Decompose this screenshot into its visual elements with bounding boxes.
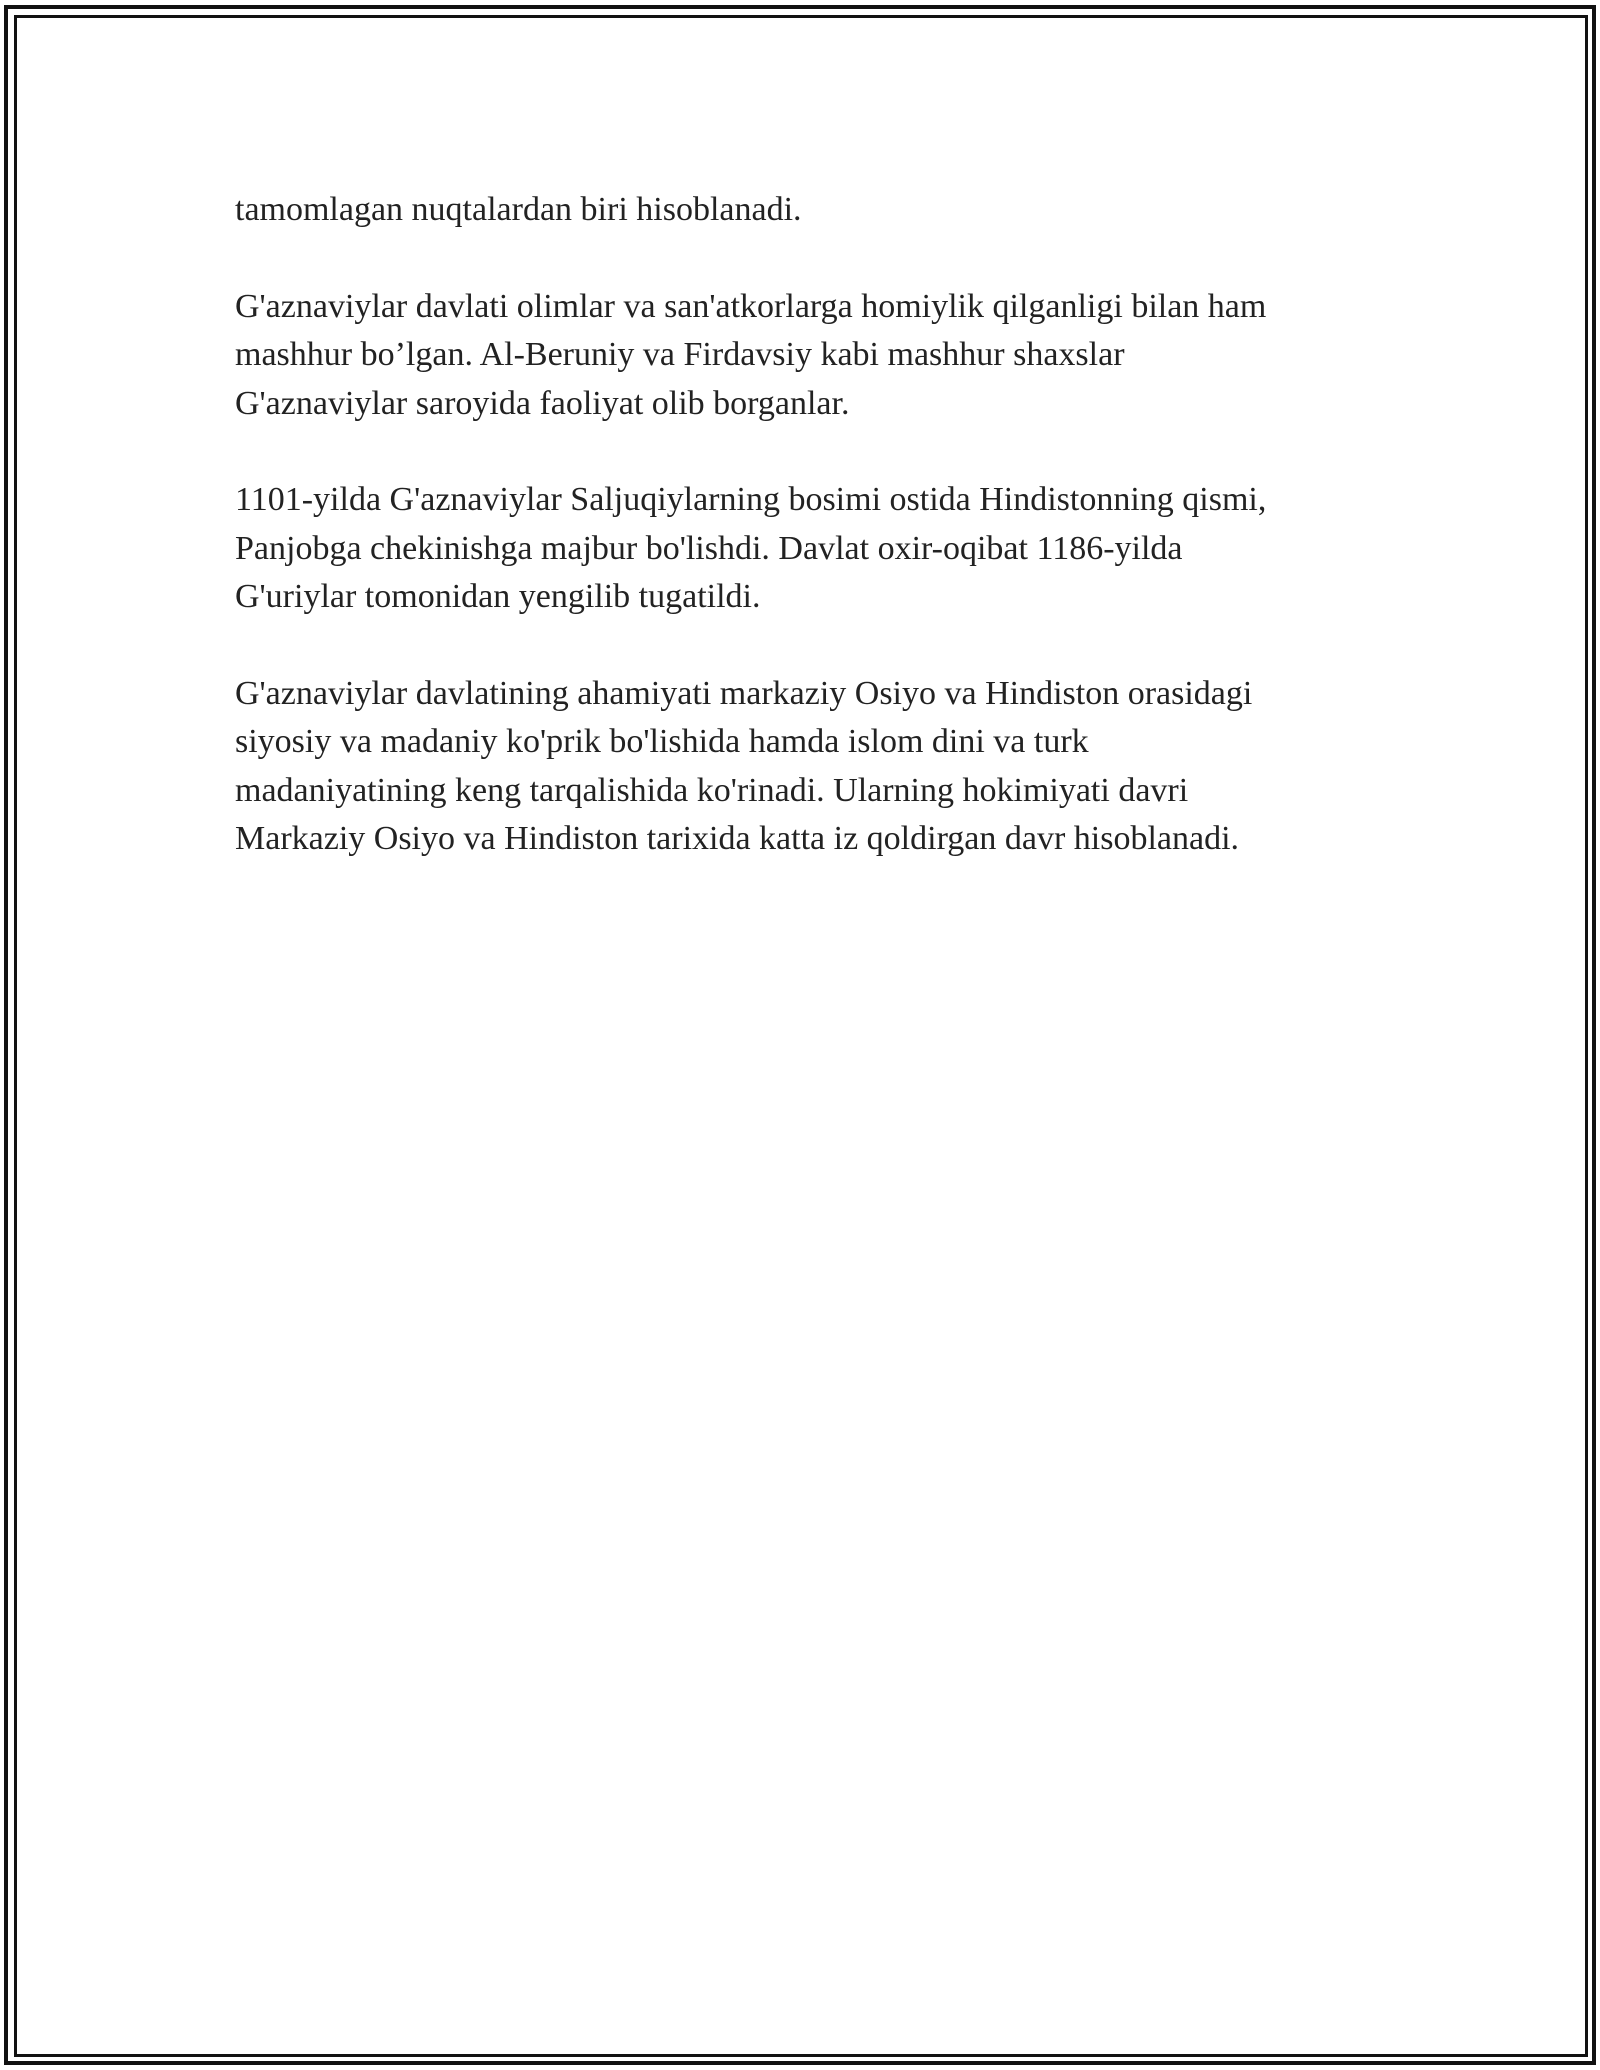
paragraph-1: tamomlagan nuqtalardan biri hisoblanadi.	[235, 191, 802, 228]
paragraph-2: G'aznaviylar davlati olimlar va san'atkorlarga homiylik qilganligi bilan ham mashhur bo’lgan. Al-Beruniy va Firdavsiy kabi mashhur shaxslar G'aznaviylar saroyida faoliyat olib borganlar.	[235, 287, 1267, 422]
document-body	[235, 186, 1385, 912]
paragraph-3: 1101-yilda G'aznaviylar Saljuqiylarning bosimi ostida Hindistonning qismi, Panjobga chekinishga majbur bo'lishdi. Davlat oxir-oqibat 1186-yilda G'uriylar tomonidan yengilib tugatildi.	[235, 481, 1267, 615]
paragraph-4: G'aznaviylar davlatining ahamiyati markaziy Osiyo va Hindiston orasidagi siyosiy va madaniy ko'prik bo'lishida hamda islom dini va turk madaniyatining keng tarqalishida ko'rinadi. Ularning hokimiyati davri Markaziy Osiyo va Hindiston tarixida katta iz qoldirgan davr hisoblanadi.	[235, 674, 1253, 857]
